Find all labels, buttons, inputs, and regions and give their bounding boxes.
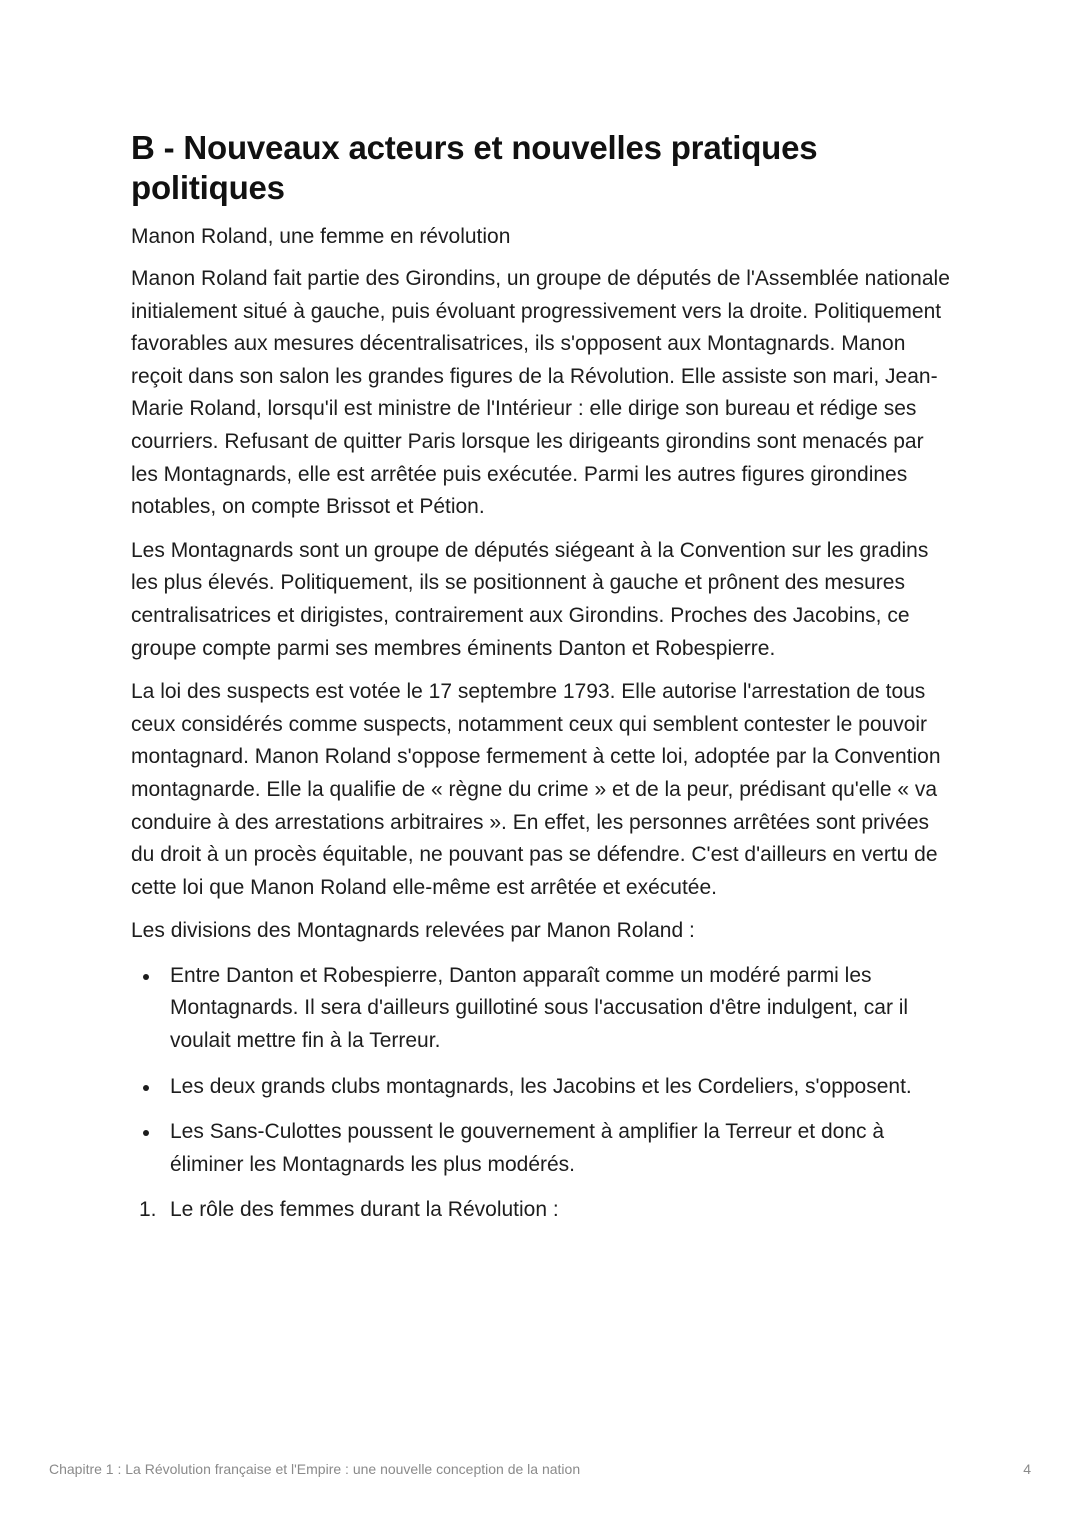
footer-chapter-title: Chapitre 1 : La Révolution française et l'Empire : une nouvelle conception de la nation [49, 1461, 581, 1477]
paragraph-montagnards: Les Montagnards sont un groupe de députés siégeant à la Convention sur les gradins les plus élevés. Politiquement, ils se positionnent à gauche et prônent des mesures centralisatrices et dirigistes, contrairement aux Girondins. Proches des Jacobins, ce groupe compte parmi ses membres éminents Danton et Robespierre. [131, 538, 929, 660]
bullet-icon [143, 1085, 149, 1091]
bullet-icon [143, 974, 149, 980]
numbered-item-text: Le rôle des femmes durant la Révolution : [170, 1198, 559, 1222]
bullet-icon [143, 1130, 149, 1136]
numbered-list [131, 1194, 951, 1227]
item-number: 1. [139, 1198, 157, 1222]
paragraph-loi-des-suspects: La loi des suspects est votée le 17 septembre 1793. Elle autorise l'arrestation de tous ceux considérés comme suspects, notamment ceux qui semblent contester le pouvoir montagnard. Manon Roland s'oppose fermement à cette loi, adoptée par la Convention montagnarde. Elle la qualifie de « règne du crime » et de la peur, prédisant qu'elle « va conduire à des arrestations arbitraires ». En effet, les personnes arrêtées sont privées du droit à un procès équitable, ne pouvant pas se défendre. C'est d'ailleurs en vertu de cette loi que Manon Roland elle-même est arrêtée et exécutée. [131, 680, 941, 899]
list-item [131, 960, 951, 1058]
paragraph-divisions-intro: Les divisions des Montagnards relevées par Manon Roland : [131, 919, 695, 943]
divisions-list [131, 960, 951, 1182]
numbered-item [131, 1194, 951, 1227]
list-item [131, 1116, 951, 1181]
page-number: 4 [1023, 1461, 1031, 1477]
list-item-text: Les Sans-Culottes poussent le gouvernement à amplifier la Terreur et donc à éliminer les Montagnards les plus modérés. [170, 1120, 885, 1176]
list-item-text: Entre Danton et Robespierre, Danton apparaît comme un modéré parmi les Montagnards. Il sera d'ailleurs guillotiné sous l'accusation d'être indulgent, car il voulait mettre fin à la Terreur. [170, 963, 909, 1053]
section-title: B - Nouveaux acteurs et nouvelles pratiques politiques [131, 129, 818, 206]
list-item [131, 1071, 951, 1104]
list-item-text: Les deux grands clubs montagnards, les Jacobins et les Cordeliers, s'opposent. [170, 1074, 912, 1098]
paragraph-girondins: Manon Roland fait partie des Girondins, un groupe de députés de l'Assemblée nationale initialement situé à gauche, puis évoluant progressivement vers la droite. Politiquement favorables aux mesures décentralisatrices, ils s'opposent aux Montagnards. Manon reçoit dans son salon les grandes figures de la Révolution. Elle assiste son mari, Jean-Marie Roland, lorsqu'il est ministre de l'Intérieur : elle dirige son bureau et rédige ses courriers. Refusant de quitter Paris lorsque les dirigeants girondins sont menacés par les Montagnards, elle est arrêtée puis exécutée. Parmi les autres figures girondines notables, on compte Brissot et Pétion. [131, 267, 950, 519]
section-subtitle: Manon Roland, une femme en révolution [131, 225, 511, 248]
document-page [131, 128, 951, 1227]
page-footer [49, 1460, 1031, 1478]
